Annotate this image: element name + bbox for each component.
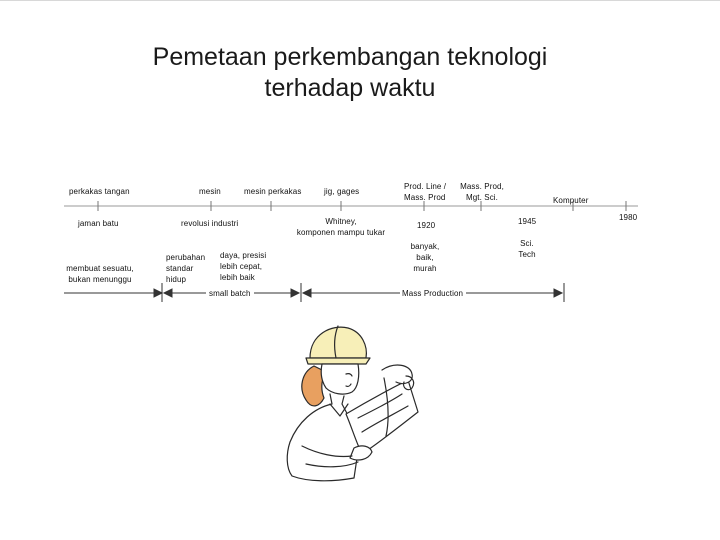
- label-revolusi-industri: revolusi industri: [181, 219, 239, 228]
- label-mesin: mesin: [199, 187, 221, 196]
- label-perkakas-tangan: perkakas tangan: [69, 187, 130, 196]
- label-sci-tech: [512, 238, 542, 260]
- arrow-head: [303, 289, 311, 297]
- perubahan-text-3: hidup: [166, 275, 187, 284]
- label-prod-line: [404, 181, 446, 203]
- sci-text-2: Tech: [518, 250, 536, 259]
- face-shape: [321, 364, 359, 394]
- banyak-text-1: banyak,: [410, 242, 440, 251]
- membuat-text-1: membuat sesuatu,: [66, 264, 134, 273]
- prod-line-text-2: Mass. Prod: [404, 193, 446, 202]
- banyak-text-2: baik,: [416, 253, 434, 262]
- label-membuat-sesuatu: [64, 263, 136, 285]
- mass-prod-text-2: Mgt. Sci.: [465, 193, 499, 202]
- label-year-1980: 1980: [619, 213, 638, 222]
- label-year-1945: 1945: [518, 217, 537, 226]
- perubahan-text-2: standar: [166, 264, 194, 273]
- label-jig-gages: jig, gages: [324, 187, 360, 196]
- label-mesin-perkakas: mesin perkakas: [244, 187, 302, 196]
- engineer-with-blueprint-icon: [262, 318, 422, 486]
- label-small-batch: small batch: [209, 289, 251, 298]
- label-whitney: [294, 216, 388, 238]
- phase-arrows: [64, 283, 564, 302]
- helmet-shape: [310, 327, 366, 358]
- daya-text-1: daya, presisi: [220, 251, 267, 260]
- sci-text-1: Sci.: [520, 239, 534, 248]
- banyak-text-3: murah: [413, 264, 437, 273]
- label-year-1920: 1920: [417, 221, 436, 230]
- perubahan-text-1: perubahan: [166, 253, 206, 262]
- daya-text-3: lebih baik: [220, 273, 255, 282]
- label-perubahan-standar: [166, 252, 205, 285]
- title-line-2: terhadap waktu: [264, 74, 436, 102]
- mass-prod-text-1: Mass. Prod,: [460, 182, 504, 191]
- daya-text-2: lebih cepat,: [220, 262, 263, 271]
- arrow-head: [554, 289, 562, 297]
- membuat-text-2: bukan menunggu: [68, 275, 132, 284]
- whitney-text-1: Whitney,: [325, 217, 357, 226]
- blueprint-main: [346, 380, 418, 454]
- label-mass-prod: [455, 181, 509, 203]
- whitney-text-2: komponen mampu tukar: [296, 228, 386, 237]
- helmet-brim: [306, 358, 370, 364]
- arrow-head: [164, 289, 172, 297]
- prod-line-text-1: Prod. Line /: [404, 182, 447, 191]
- label-komputer: Komputer: [553, 196, 589, 205]
- label-banyak-baik-murah: [402, 241, 448, 274]
- label-mass-production: Mass Production: [402, 289, 464, 298]
- blueprint-roll-top: [382, 365, 412, 384]
- body-shape: [287, 394, 360, 481]
- label-jaman-batu: jaman batu: [78, 219, 119, 228]
- title-line-1: Pemetaan perkembangan teknologi: [152, 43, 548, 71]
- arrow-head: [291, 289, 299, 297]
- label-daya-presisi: [220, 250, 266, 283]
- arrow-head: [154, 289, 162, 297]
